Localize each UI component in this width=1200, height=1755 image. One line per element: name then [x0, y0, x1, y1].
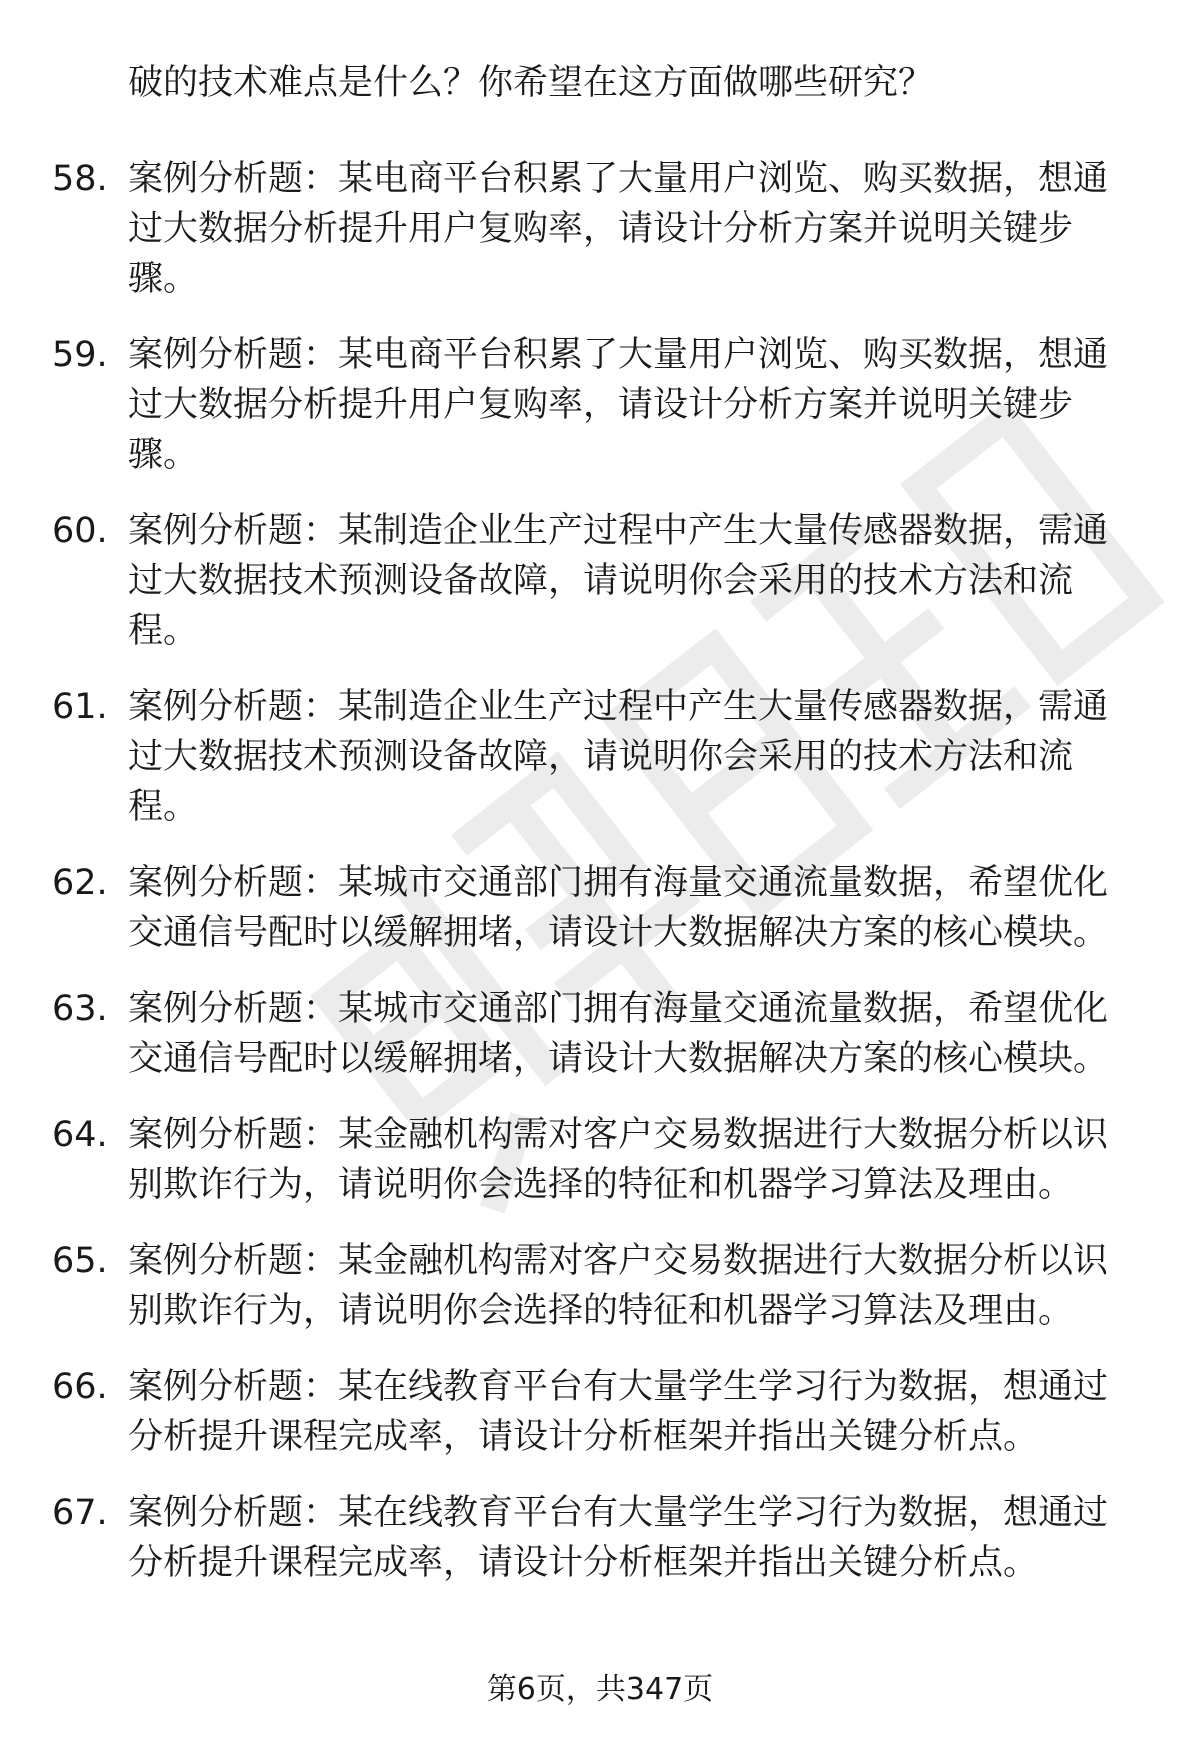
question-list	[0, 154, 1200, 1614]
question-number: 60.	[52, 511, 108, 551]
question-text: 案例分析题：某城市交通部门拥有海量交通流量数据，希望优化交通信号配时以缓解拥堵，请设计大数据解决方案的核心模块。	[128, 989, 1109, 1079]
page-footer: 第6页，共347页	[486, 1672, 714, 1707]
list-item	[0, 1362, 1200, 1462]
question-text: 案例分析题：某在线教育平台有大量学生学习行为数据，想通过分析提升课程完成率，请设计分析框架并指出关键分析点。	[128, 1367, 1109, 1457]
question-number: 65.	[52, 1241, 108, 1281]
question-text: 案例分析题：某金融机构需对客户交易数据进行大数据分析以识别欺诈行为，请说明你会选择的特征和机器学习算法及理由。	[128, 1115, 1109, 1205]
question-number: 58.	[52, 159, 108, 199]
question-number: 63.	[52, 989, 108, 1029]
question-number: 59.	[52, 335, 108, 375]
list-item	[0, 984, 1200, 1084]
list-item	[0, 506, 1200, 656]
question-number: 66.	[52, 1367, 108, 1407]
question-number: 62.	[52, 863, 108, 903]
question-text: 案例分析题：某金融机构需对客户交易数据进行大数据分析以识别欺诈行为，请说明你会选择的特征和机器学习算法及理由。	[128, 1241, 1109, 1331]
list-item	[0, 858, 1200, 958]
list-item	[0, 682, 1200, 832]
question-text: 案例分析题：某电商平台积累了大量用户浏览、购买数据，想通过大数据分析提升用户复购率，请设计分析方案并说明关键步骤。	[128, 335, 1109, 475]
list-item	[0, 154, 1200, 304]
question-text: 案例分析题：某制造企业生产过程中产生大量传感器数据，需通过大数据技术预测设备故障，请说明你会采用的技术方法和流程。	[128, 687, 1109, 827]
question-text: 案例分析题：某制造企业生产过程中产生大量传感器数据，需通过大数据技术预测设备故障，请说明你会采用的技术方法和流程。	[128, 511, 1109, 651]
continuation-text: 破的技术难点是什么？你希望在这方面做哪些研究？	[128, 63, 934, 103]
list-item	[0, 330, 1200, 480]
question-number: 61.	[52, 687, 108, 727]
list-item	[0, 1110, 1200, 1210]
question-text: 案例分析题：某在线教育平台有大量学生学习行为数据，想通过分析提升课程完成率，请设计分析框架并指出关键分析点。	[128, 1493, 1109, 1583]
question-text: 案例分析题：某电商平台积累了大量用户浏览、购买数据，想通过大数据分析提升用户复购率，请设计分析方案并说明关键步骤。	[128, 159, 1109, 299]
list-item	[0, 1236, 1200, 1336]
question-number: 64.	[52, 1115, 108, 1155]
question-number: 67.	[52, 1493, 108, 1533]
list-item	[0, 1488, 1200, 1588]
question-text: 案例分析题：某城市交通部门拥有海量交通流量数据，希望优化交通信号配时以缓解拥堵，请设计大数据解决方案的核心模块。	[128, 863, 1109, 953]
